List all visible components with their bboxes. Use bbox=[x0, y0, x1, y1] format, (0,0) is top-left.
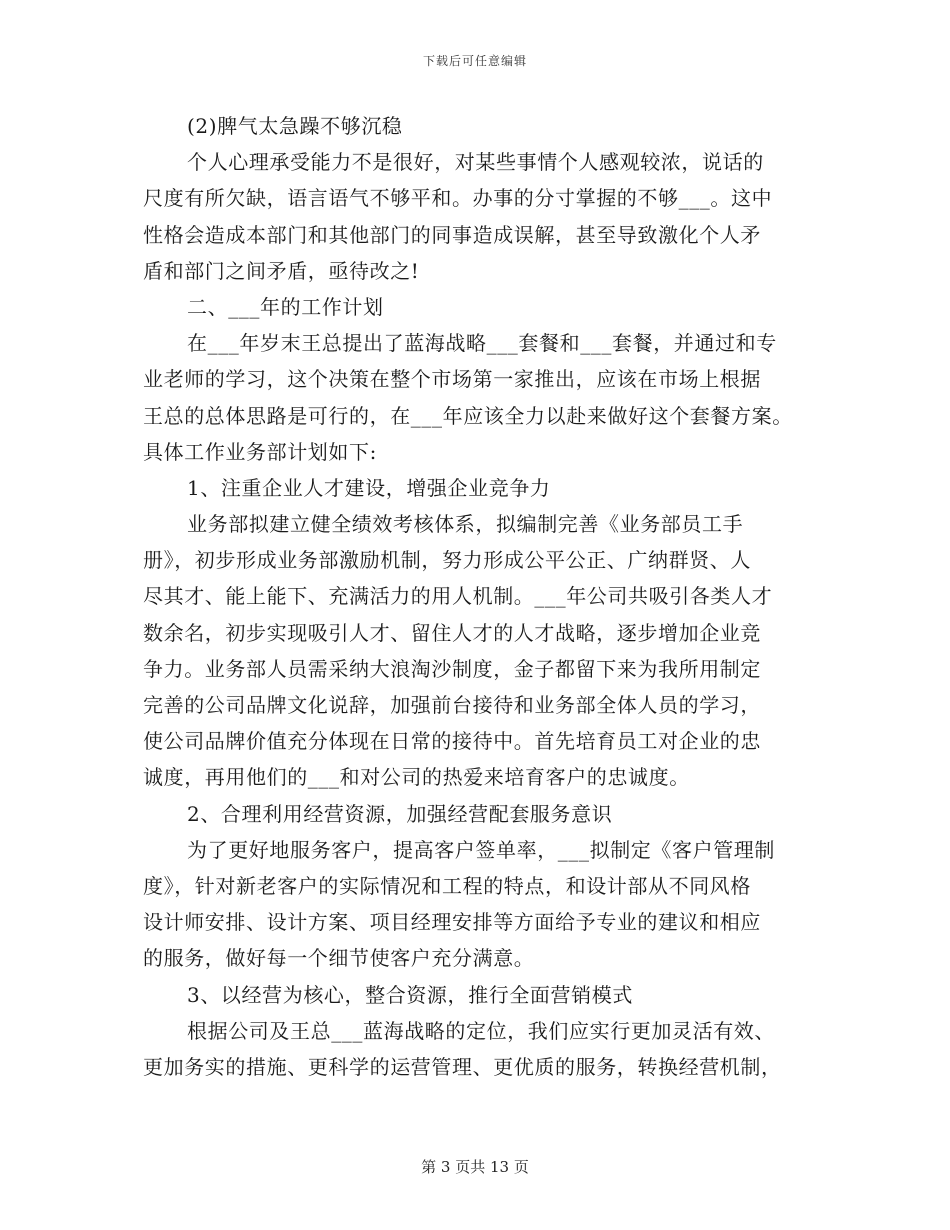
text-line: 性格会造成本部门和其他部门的同事造成误解，甚至导致激化个人矛 bbox=[143, 222, 761, 247]
text-line: 二、___年的工作计划 bbox=[187, 294, 384, 319]
text-line: 册》，初步形成业务部激励机制，努力形成公平公正、广纳群贤、人 bbox=[143, 548, 751, 573]
page-header: 下载后可任意编辑 bbox=[422, 54, 527, 68]
text-line: 设计师安排、设计方案、项目经理安排等方面给予专业的建议和相应 bbox=[143, 910, 761, 935]
text-line: 度》，针对新老客户的实际情况和工程的特点，和设计部从不同风格 bbox=[143, 873, 751, 898]
text-line: 争力。业务部人员需采纳大浪淘沙制度，金子都留下来为我所用制定 bbox=[143, 656, 761, 681]
document-body bbox=[143, 108, 813, 1085]
text-line: 1、注重企业人才建设，增强企业竞争力 bbox=[187, 475, 551, 500]
text-line: 为了更好地服务客户，提高客户签单率，___拟制定《客户管理制 bbox=[187, 837, 775, 862]
text-line: 个人心理承受能力不是很好，对某些事情个人感观较浓，说话的 bbox=[187, 150, 764, 175]
text-line: 尽其才、能上能下、充满活力的用人机制。___年公司共吸引各类人才 bbox=[143, 584, 773, 609]
text-line: 数余名，初步实现吸引人才、留住人才的人才战略，逐步增加企业竞 bbox=[143, 620, 761, 645]
text-line: (2)脾气太急躁不够沉稳 bbox=[187, 114, 403, 138]
text-line: 3、以经营为核心，整合资源，推行全面营销模式 bbox=[187, 982, 633, 1007]
text-line: 具体工作业务部计划如下: bbox=[143, 439, 377, 464]
text-line: 使公司品牌价值充分体现在日常的接待中。首先培育员工对企业的忠 bbox=[143, 729, 761, 754]
text-line: 完善的公司品牌文化说辞，加强前台接待和业务部全体人员的学习， bbox=[143, 693, 761, 717]
text-line: 2、合理利用经营资源，加强经营配套服务意识 bbox=[187, 801, 613, 826]
text-line: 王总的总体思路是可行的，在___年应该全力以赴来做好这个套餐方案。 bbox=[143, 403, 793, 428]
text-line: 盾和部门之间矛盾，亟待改之! bbox=[143, 258, 420, 283]
text-line: 尺度有所欠缺，语言语气不够平和。办事的分寸掌握的不够___。这中 bbox=[143, 186, 773, 211]
text-line: 根据公司及王总___蓝海战略的定位，我们应实行更加灵活有效、 bbox=[187, 1018, 775, 1043]
text-line: 业务部拟建立健全绩效考核体系，拟编制完善《业务部员工手 bbox=[187, 512, 744, 537]
page-number-footer: 第 3 页共 13 页 bbox=[421, 1158, 529, 1176]
text-line: 更加务实的措施、更科学的运营管理、更优质的服务，转换经营机制， bbox=[143, 1054, 782, 1079]
text-line: 诚度，再用他们的___和对公司的热爱来培育客户的忠诚度。 bbox=[143, 765, 690, 790]
text-line: 在___年岁末王总提出了蓝海战略___套餐和___套餐，并通过和专 bbox=[187, 331, 777, 356]
text-line: 的服务，做好每一个细节使客户充分满意。 bbox=[143, 946, 535, 971]
text-line: 业老师的学习，这个决策在整个市场第一家推出，应该在市场上根据 bbox=[143, 367, 761, 392]
